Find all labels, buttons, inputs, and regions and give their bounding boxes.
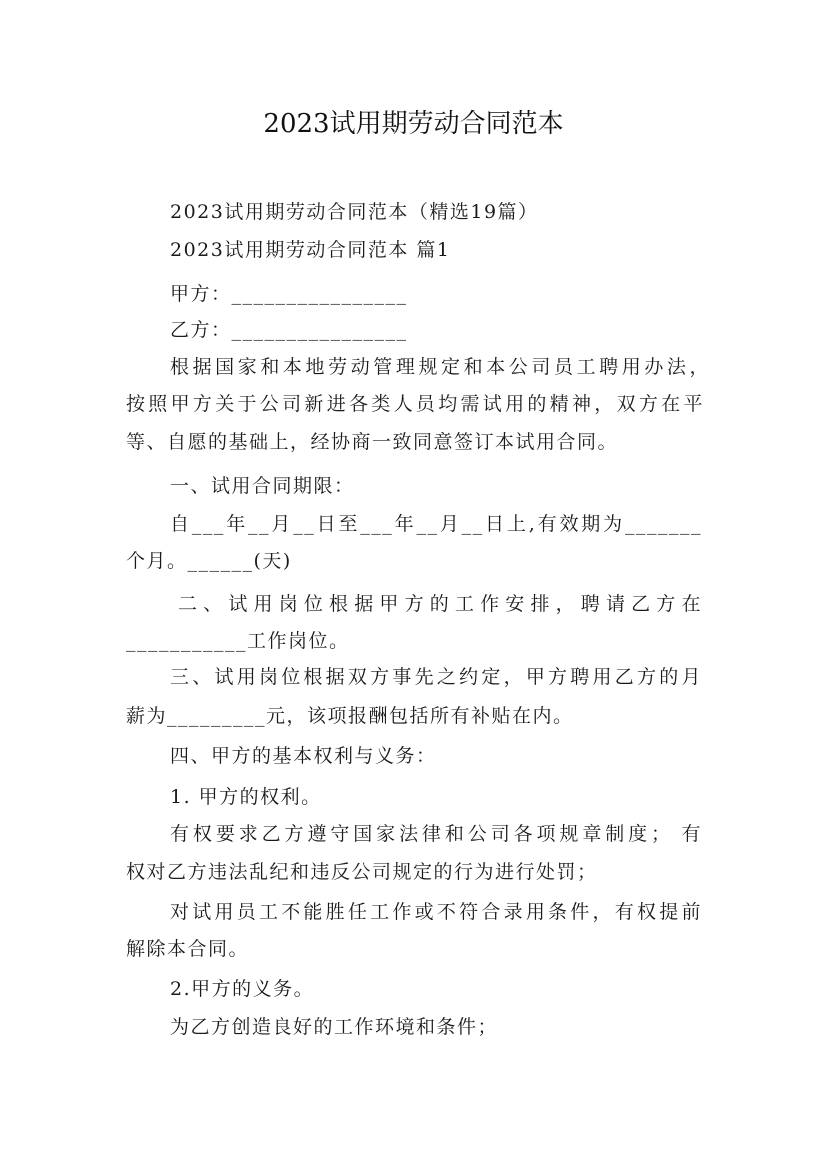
paragraph-line: 为乙方创造良好的工作环境和条件； xyxy=(170,1016,499,1038)
subtitle-line: 2023试用期劳动合同范本（精选19篇） xyxy=(170,201,539,223)
paragraph-line: 等、自愿的基础上，经协商一致同意签订本试用合同。 xyxy=(126,431,619,453)
sub-clause-heading: 2.甲方的义务。 xyxy=(170,978,315,1000)
sub-clause-heading: 1. 甲方的权利。 xyxy=(170,786,322,808)
paragraph-line: 解除本合同。 xyxy=(126,938,250,960)
paragraph-line: ___________工作岗位。 xyxy=(126,630,350,652)
clause-heading: 四、甲方的基本权利与义务： xyxy=(170,745,437,767)
paragraph-line: 对试用员工不能胜任工作或不符合录用条件，有权提前 xyxy=(170,901,702,923)
paragraph-line: 有权要求乙方遵守国家法律和公司各项规章制度； 有 xyxy=(170,823,702,845)
clause-heading: 一、试用合同期限： xyxy=(170,475,355,497)
paragraph-line: 根据国家和本地劳动管理规定和本公司员工聘用办法， xyxy=(170,356,710,378)
paragraph-line: 按照甲方关于公司新进各类人员均需试用的精神，双方在平 xyxy=(126,393,704,415)
paragraph-line: 二、试用岗位根据甲方的工作安排，聘请乙方在 xyxy=(178,593,702,615)
paragraph-line: 个月。______(天) xyxy=(126,550,292,572)
party-a-line: 甲方：________________ xyxy=(170,283,408,305)
paragraph-line: 薪为_________元，该项报酬包括所有补贴在内。 xyxy=(126,705,574,727)
paragraph-line: 权对乙方违法乱纪和违反公司规定的行为进行处罚； xyxy=(126,861,598,883)
section-heading-line: 2023试用期劳动合同范本 篇1 xyxy=(170,239,451,261)
document-title: 2023试用期劳动合同范本 xyxy=(263,109,564,139)
paragraph-line: 自___年__月__日至___年__月__日上,有效期为_______ xyxy=(170,513,702,535)
party-b-line: 乙方：________________ xyxy=(170,319,408,341)
paragraph-line: 三、试用岗位根据双方事先之约定，甲方聘用乙方的月 xyxy=(170,666,702,688)
